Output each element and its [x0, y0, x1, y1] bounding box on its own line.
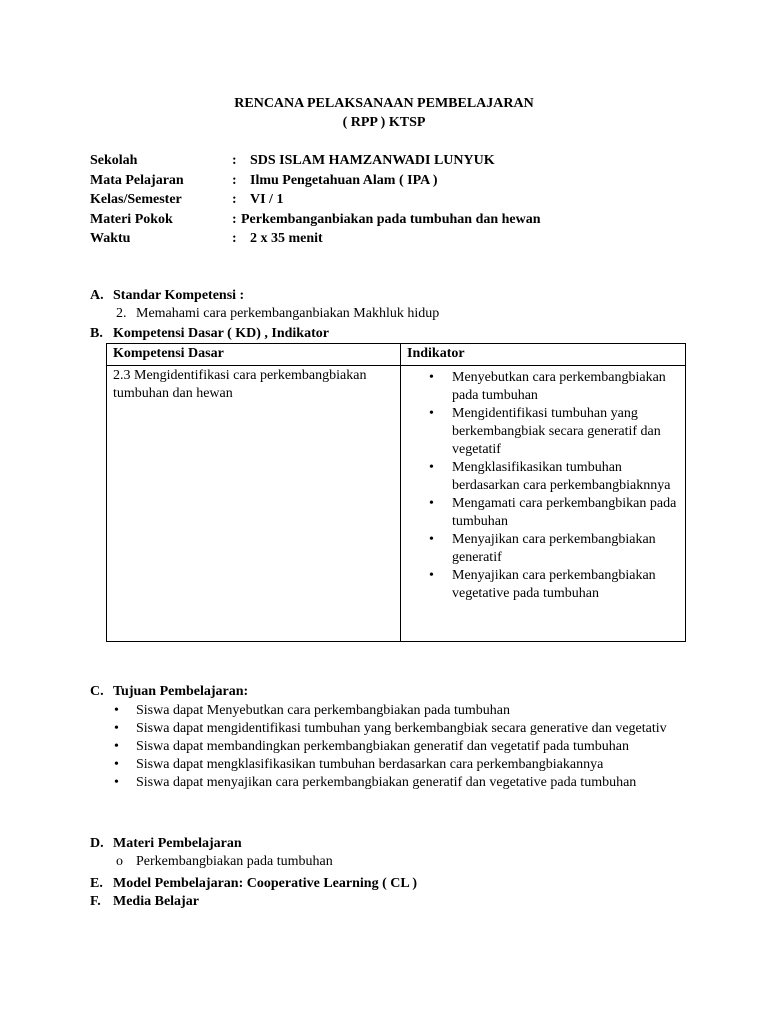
- section-letter: D.: [90, 836, 104, 851]
- section-title: Media Belajar: [113, 894, 199, 909]
- document-subtitle: ( RPP ) KTSP: [342, 115, 426, 130]
- info-row-sekolah: [90, 152, 541, 172]
- section-e-heading: [90, 875, 417, 893]
- competency-indicator-table: [106, 343, 686, 642]
- info-value: 2 x 35 menit: [250, 231, 323, 246]
- info-block: [90, 152, 541, 250]
- list-item: • Siswa dapat menyajikan cara perkembangbiakan generatif dan vegetative pada tumbuhan: [112, 774, 682, 792]
- section-letter: F.: [90, 894, 101, 909]
- list-item: • Mengamati cara perkembangbikan pada tumbuhan: [407, 495, 679, 531]
- item-text: Memahami cara perkembanganbiakan Makhluk hidup: [136, 306, 440, 321]
- table-header-cell: Kompetensi Dasar: [107, 344, 401, 366]
- info-value: Perkembanganbiakan pada tumbuhan dan hewan: [241, 211, 541, 227]
- list-item: • Siswa dapat membandingkan perkembangbiakan generatif dan vegetatif pada tumbuhan: [112, 738, 682, 756]
- info-colon: :: [232, 211, 237, 227]
- basic-competency-cell: 2.3 Mengidentifikasi cara perkembangbiakan tumbuhan dan hewan: [107, 366, 401, 642]
- info-colon: :: [232, 153, 237, 168]
- info-label: Sekolah: [90, 153, 138, 168]
- circle-bullet: o: [116, 854, 123, 869]
- document-title: RENCANA PELAKSANAAN PEMBELAJARAN: [234, 96, 534, 111]
- info-value: Ilmu Pengetahuan Alam ( IPA ): [250, 172, 438, 188]
- section-title: Materi Pembelajaran: [113, 836, 242, 851]
- list-item: • Siswa dapat mengidentifikasi tumbuhan yang berkembangbiak secara generative dan vegetativ: [112, 720, 682, 738]
- indicator-list: [407, 369, 679, 603]
- table-row: [107, 366, 686, 642]
- competency-standard-item: [116, 305, 439, 323]
- table-header-cell: Indikator: [401, 344, 686, 366]
- list-item: • Menyebutkan cara perkembangbiakan pada tumbuhan: [407, 369, 679, 405]
- section-f-heading: [90, 893, 199, 911]
- info-label: Waktu: [90, 231, 131, 246]
- info-row-waktu: [90, 230, 541, 250]
- section-letter: A.: [90, 288, 104, 303]
- section-letter: E.: [90, 876, 103, 891]
- list-item: • Mengklasifikasikan tumbuhan berdasarkan cara perkembangbiaknnya: [407, 459, 679, 495]
- info-row-kelas-semester: [90, 191, 541, 211]
- section-c-heading: [90, 683, 248, 701]
- section-title: Model Pembelajaran: Cooperative Learning ( CL ): [113, 876, 418, 891]
- info-colon: :: [232, 231, 237, 246]
- info-label: Kelas/Semester: [90, 192, 182, 207]
- section-letter: B.: [90, 326, 103, 341]
- info-row-mata-pelajaran: [90, 172, 541, 192]
- section-d-heading: [90, 835, 242, 853]
- info-value: SDS ISLAM HAMZANWADI LUNYUK: [250, 153, 495, 168]
- info-row-materi-pokok: [90, 211, 541, 231]
- info-label: Materi Pokok: [90, 211, 173, 227]
- list-item: • Mengidentifikasi tumbuhan yang berkembangbiak secara generatif dan vegetatif: [407, 405, 679, 459]
- learning-objectives-list: [112, 702, 682, 792]
- list-item: • Menyajikan cara perkembangbiakan vegetative pada tumbuhan: [407, 567, 679, 603]
- section-b-heading: [90, 325, 329, 343]
- list-item: • Menyajikan cara perkembangbiakan generatif: [407, 531, 679, 567]
- indicator-cell: [401, 366, 686, 642]
- section-a-heading: [90, 287, 244, 305]
- info-label: Mata Pelajaran: [90, 172, 184, 188]
- info-colon: :: [232, 172, 237, 188]
- item-text: Perkembangbiakan pada tumbuhan: [136, 854, 333, 869]
- section-title: Tujuan Pembelajaran:: [113, 684, 249, 699]
- item-number: 2.: [116, 306, 127, 321]
- list-item: • Siswa dapat Menyebutkan cara perkembangbiakan pada tumbuhan: [112, 702, 682, 720]
- section-letter: C.: [90, 684, 104, 699]
- section-title: Kompetensi Dasar ( KD) , Indikator: [113, 326, 329, 341]
- info-colon: :: [232, 192, 237, 207]
- info-value: VI / 1: [250, 192, 284, 207]
- section-title: Standar Kompetensi :: [113, 288, 245, 303]
- list-item: • Siswa dapat mengklasifikasikan tumbuhan berdasarkan cara perkembangbiakannya: [112, 756, 682, 774]
- table-header-row: [107, 344, 686, 366]
- learning-material-item: [116, 853, 333, 871]
